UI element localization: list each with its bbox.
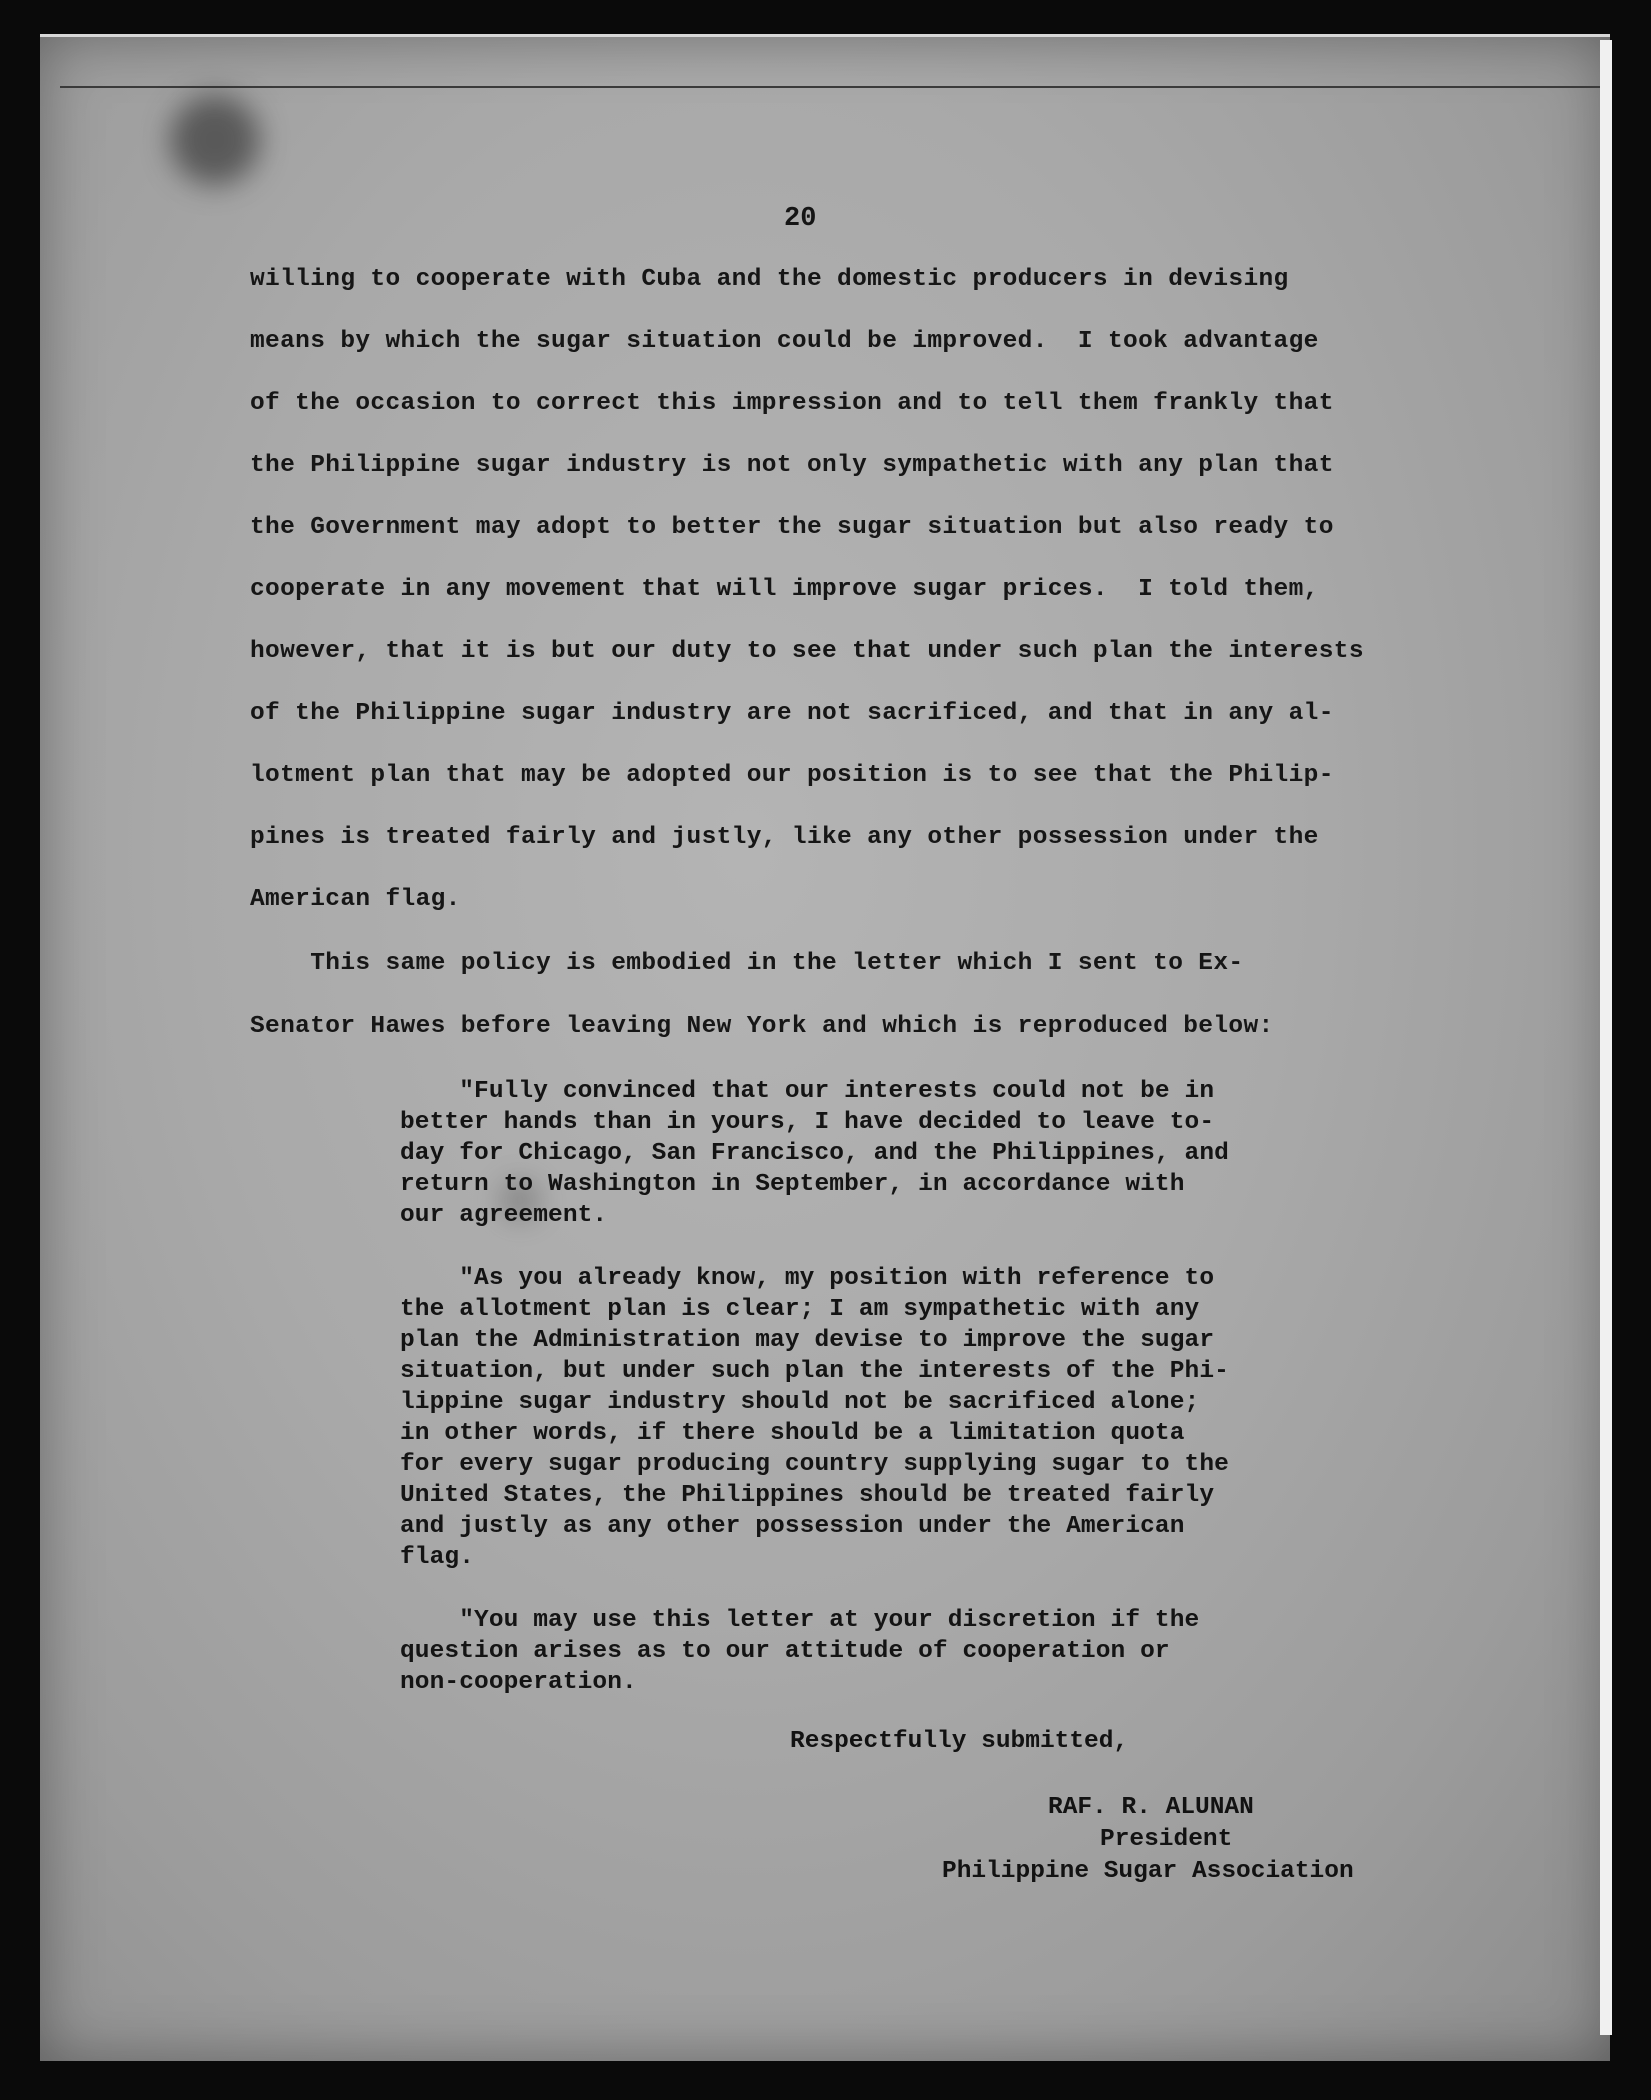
- page-edge: [1600, 40, 1612, 2035]
- quote-line: "You may use this letter at your discretion if the: [400, 1607, 1200, 1634]
- signatory-title: President: [1100, 1826, 1233, 1853]
- quote-line: plan the Administration may devise to improve the sugar: [400, 1327, 1215, 1354]
- quote-line: United States, the Philippines should be treated fairly: [400, 1482, 1215, 1509]
- text-line: American flag.: [250, 886, 461, 913]
- quote-line: "Fully convinced that our interests could not be in: [400, 1078, 1215, 1105]
- text-line: of the Philippine sugar industry are not sacrificed, and that in any al-: [250, 700, 1334, 727]
- text-line: lotment plan that may be adopted our position is to see that the Philip-: [250, 762, 1334, 789]
- quote-line: better hands than in yours, I have decided to leave to-: [400, 1109, 1215, 1136]
- text-line: cooperate in any movement that will improve sugar prices. I told them,: [250, 576, 1319, 603]
- signatory-organization: Philippine Sugar Association: [942, 1858, 1354, 1885]
- quote-line: in other words, if there should be a limitation quota: [400, 1420, 1185, 1447]
- quote-line: our agreement.: [400, 1202, 608, 1229]
- quote-line: return to Washington in September, in accordance with: [400, 1171, 1185, 1198]
- text-line: the Government may adopt to better the sugar situation but also ready to: [250, 514, 1334, 541]
- quote-line: day for Chicago, San Francisco, and the Philippines, and: [400, 1140, 1229, 1167]
- closing-line: Respectfully submitted,: [790, 1728, 1129, 1755]
- quote-line: non-cooperation.: [400, 1669, 637, 1696]
- text-line: willing to cooperate with Cuba and the domestic producers in devising: [250, 266, 1289, 293]
- text-line: Senator Hawes before leaving New York and which is reproduced below:: [250, 1013, 1274, 1040]
- text-line: the Philippine sugar industry is not only sympathetic with any plan that: [250, 452, 1334, 479]
- quote-line: and justly as any other possession under the American: [400, 1513, 1185, 1540]
- quote-line: flag.: [400, 1544, 475, 1571]
- text-line: of the occasion to correct this impression and to tell them frankly that: [250, 390, 1334, 417]
- top-rule-line: [60, 86, 1600, 88]
- quote-line: for every sugar producing country supplying sugar to the: [400, 1451, 1229, 1478]
- page-number: 20: [784, 204, 817, 234]
- quote-line: the allotment plan is clear; I am sympathetic with any: [400, 1296, 1200, 1323]
- quote-line: "As you already know, my position with reference to: [400, 1265, 1215, 1292]
- text-line: means by which the sugar situation could be improved. I took advantage: [250, 328, 1319, 355]
- ink-smudge: [170, 95, 260, 185]
- text-line: This same policy is embodied in the letter which I sent to Ex-: [250, 950, 1244, 977]
- text-line: pines is treated fairly and justly, like any other possession under the: [250, 824, 1319, 851]
- quote-line: lippine sugar industry should not be sacrificed alone;: [400, 1389, 1200, 1416]
- quote-line: question arises as to our attitude of cooperation or: [400, 1638, 1170, 1665]
- quote-line: situation, but under such plan the interests of the Phi-: [400, 1358, 1229, 1385]
- signatory-name: RAF. R. ALUNAN: [1048, 1794, 1254, 1821]
- text-line: however, that it is but our duty to see that under such plan the interests: [250, 638, 1364, 665]
